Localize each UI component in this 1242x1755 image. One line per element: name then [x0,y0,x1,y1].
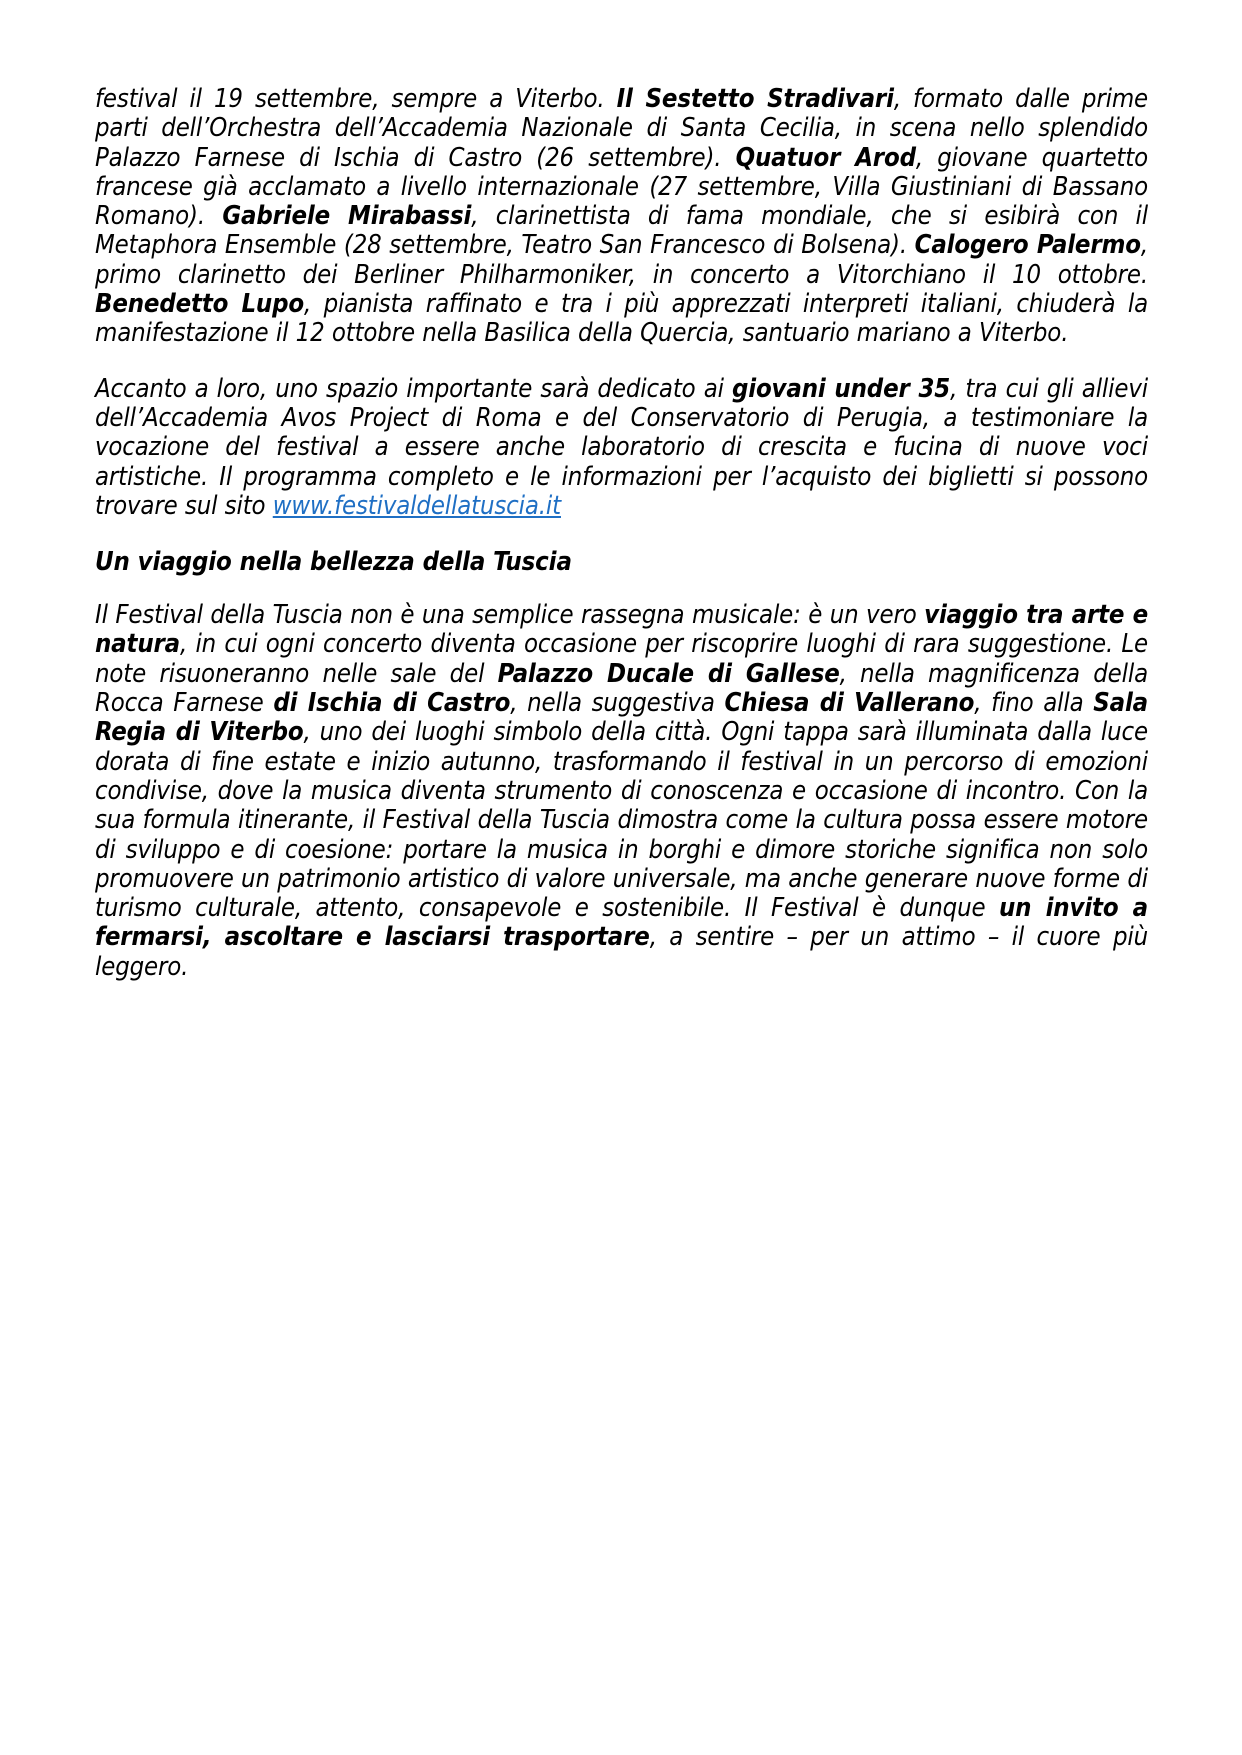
artist-name-quatuor-arod: Quatuor Arod [735,142,916,173]
text-segment: Accanto a loro, uno spazio importante sarà dedicato ai [95,373,732,404]
section-heading-viaggio-bellezza-tuscia: Un viaggio nella bellezza della Tuscia [95,547,572,578]
venue-rocca-farnese-ischia-di-castro: di Ischia di Castro [273,688,511,719]
artist-name-gabriele-mirabassi: Gabriele Mirabassi [222,201,472,232]
artist-name-sestetto-stradivari: Il Sestetto Stradivari [616,84,894,114]
paragraph-young-artists-and-tickets [95,375,1148,521]
text-segment: , fino alla [974,688,1094,719]
highlight-invito-a-fermarsi: un invito a fermarsi, ascoltare e lasciarsi trasportare [95,893,1148,953]
text-segment: , primo clarinetto dei Berliner Philharmoniker, in concerto a Vitorchiano il 10 ottobre. [95,230,1149,290]
text-segment: , tra cui gli allievi dell’Accademia Avos Project di Roma e del Conservatorio di Perugia, a testimoniare la vocazione del festival a essere anche laboratorio di crescita e fucina di nuove voci artistiche. Il programma completo e le informazioni per l’acquisto dei biglietti si possono trovare sul sito [95,373,1148,521]
document-text-body [95,85,1148,982]
text-segment: , giovane quartetto francese già acclamato a livello internazionale (27 settembre, Villa Giustiniani di Bassano Romano). [95,142,1148,232]
text-segment: , clarinettista di fama mondiale, che si esibirà con il Metaphora Ensemble (28 settembre, Teatro San Francesco di Bolsena). [95,201,1148,261]
text-segment: , formato dalle prime parti dell’Orchestra dell’Accademia Nazionale di Santa Cecilia, in scena nello splendido Palazzo Farnese di Ischia di Castro (26 settembre). [95,84,1149,173]
text-segment: Il Festival della Tuscia non è una semplice rassegna musicale: è un vero [95,600,925,631]
paragraph-journey-through-tuscia [95,601,1148,982]
artist-name-calogero-palermo: Calogero Palermo [914,230,1141,261]
paragraph-artists-lineup [95,85,1148,349]
venue-chiesa-di-vallerano: Chiesa di Vallerano [724,688,975,719]
text-segment: , pianista raffinato e tra i più apprezzati interpreti italiani, chiuderà la manifestazione il 12 ottobre nella Basilica della Quercia, santuario mariano a Viterbo. [95,289,1148,349]
festival-website-link[interactable]: www.festivaldellatuscia.it [272,490,561,521]
venue-sala-regia-di-viterbo: Sala Regia di Viterbo [95,688,1148,748]
text-segment: , nella magnificenza della Rocca Farnese [95,658,1148,719]
text-segment: , in cui ogni concerto diventa occasione per riscoprire luoghi di rara suggestione. Le note risuoneranno nelle sale del [95,629,1148,689]
text-segment: , uno dei luoghi simbolo della città. Ogni tappa sarà illuminata dalla luce dorata di fine estate e inizio autunno, trasformando il festival in un percorso di emozioni condivise, dove la musica diventa strumento di conoscenza e occasione di incontro. Con la sua formula itinerante, il Festival della Tuscia dimostra come la cultura possa essere motore di sviluppo e di coesione: portare la musica in borghi e dimore storiche significa non solo promuovere un patrimonio artistico di valore universale, ma anche generare nuove forme di turismo culturale, attento, consapevole e sostenibile. Il Festival è dunque [95,717,1148,924]
text-segment: , nella suggestiva [510,688,725,719]
highlight-giovani-under-35: giovani under 35 [731,373,951,404]
text-segment: , a sentire – per un attimo – il cuore più leggero. [95,922,1148,982]
artist-name-benedetto-lupo: Benedetto Lupo [95,289,304,320]
highlight-viaggio-tra-arte-e-natura: viaggio tra arte e natura [95,600,1148,660]
text-segment: festival il 19 settembre, sempre a Viterbo. [95,84,617,114]
venue-palazzo-ducale-di-gallese: Palazzo Ducale di Gallese [497,658,840,689]
